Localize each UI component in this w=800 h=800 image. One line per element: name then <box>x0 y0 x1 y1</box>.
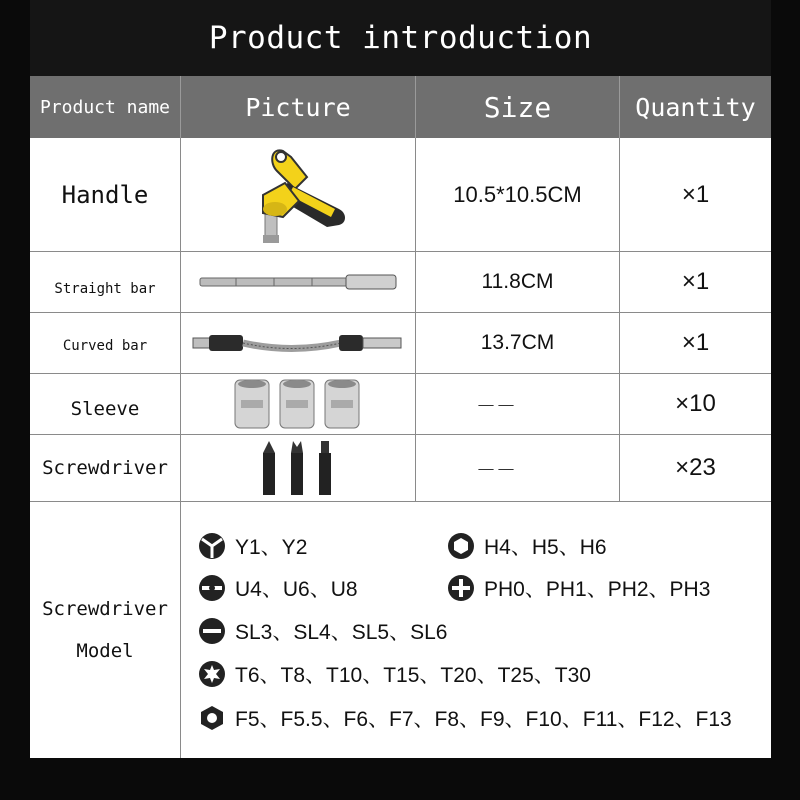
row-handle-quantity: ×1 <box>681 180 710 208</box>
sleeve-sockets-icon <box>181 374 415 434</box>
product-table <box>30 0 771 758</box>
header-size: Size <box>416 76 619 138</box>
row-straight-bar-quantity: ×1 <box>681 268 710 295</box>
header-divider <box>619 76 620 138</box>
hex-tip-icon <box>448 533 474 559</box>
y-tip-icon <box>199 533 225 559</box>
row-sleeve-quantity: ×10 <box>675 390 716 417</box>
row-screwdriver-name: Screwdriver <box>42 457 168 479</box>
model-item: Y1、Y2 <box>199 531 307 561</box>
row-sleeve-name: Sleeve <box>70 398 140 420</box>
torx-tip-icon <box>199 661 225 687</box>
row-screwdriver-quantity: ×23 <box>675 454 716 481</box>
header-quantity: Quantity <box>620 76 771 138</box>
model-label <box>30 502 180 758</box>
row-curved-bar-quantity: ×1 <box>681 329 710 356</box>
row-straight-bar-size: 11.8CM <box>481 270 554 293</box>
curved-bar-icon <box>181 313 415 373</box>
model-label-line2: Model <box>76 640 134 662</box>
row-straight-bar-name: Straight bar <box>54 281 156 297</box>
row-curved-bar-name: Curved bar <box>62 338 148 354</box>
header-product-name: Product name <box>30 76 180 138</box>
straight-bar-icon <box>181 252 415 312</box>
model-label-line1: Screwdriver <box>42 598 168 620</box>
screwdriver-bits-icon <box>181 435 415 501</box>
row-handle-size: 10.5*10.5CM <box>453 181 582 207</box>
slotted-tip-icon <box>199 618 225 644</box>
page-title: Product introduction <box>208 20 593 56</box>
row-handle-name: Handle <box>61 180 149 209</box>
header-picture: Picture <box>181 76 415 138</box>
model-item: SL3、SL4、SL5、SL6 <box>199 616 447 646</box>
header-divider <box>415 76 416 138</box>
t-handle-icon <box>181 138 415 251</box>
model-item: PH0、PH1、PH2、PH3 <box>448 573 710 603</box>
u-tip-icon <box>199 575 225 601</box>
model-item: U4、U6、U8 <box>199 573 358 603</box>
model-item: F5、F5.5、F6、F7、F8、F9、F10、F11、F12、F13 <box>199 703 732 733</box>
phillips-tip-icon <box>448 575 474 601</box>
row-screwdriver-size: －－ <box>476 459 516 482</box>
model-item: H4、H5、H6 <box>448 531 607 561</box>
model-item: T6、T8、T10、T15、T20、T25、T30 <box>199 659 591 689</box>
hex-hollow-tip-icon <box>199 705 225 731</box>
row-curved-bar-size: 13.7CM <box>480 331 555 354</box>
row-sleeve-size: －－ <box>476 395 516 418</box>
header-divider <box>180 76 181 138</box>
